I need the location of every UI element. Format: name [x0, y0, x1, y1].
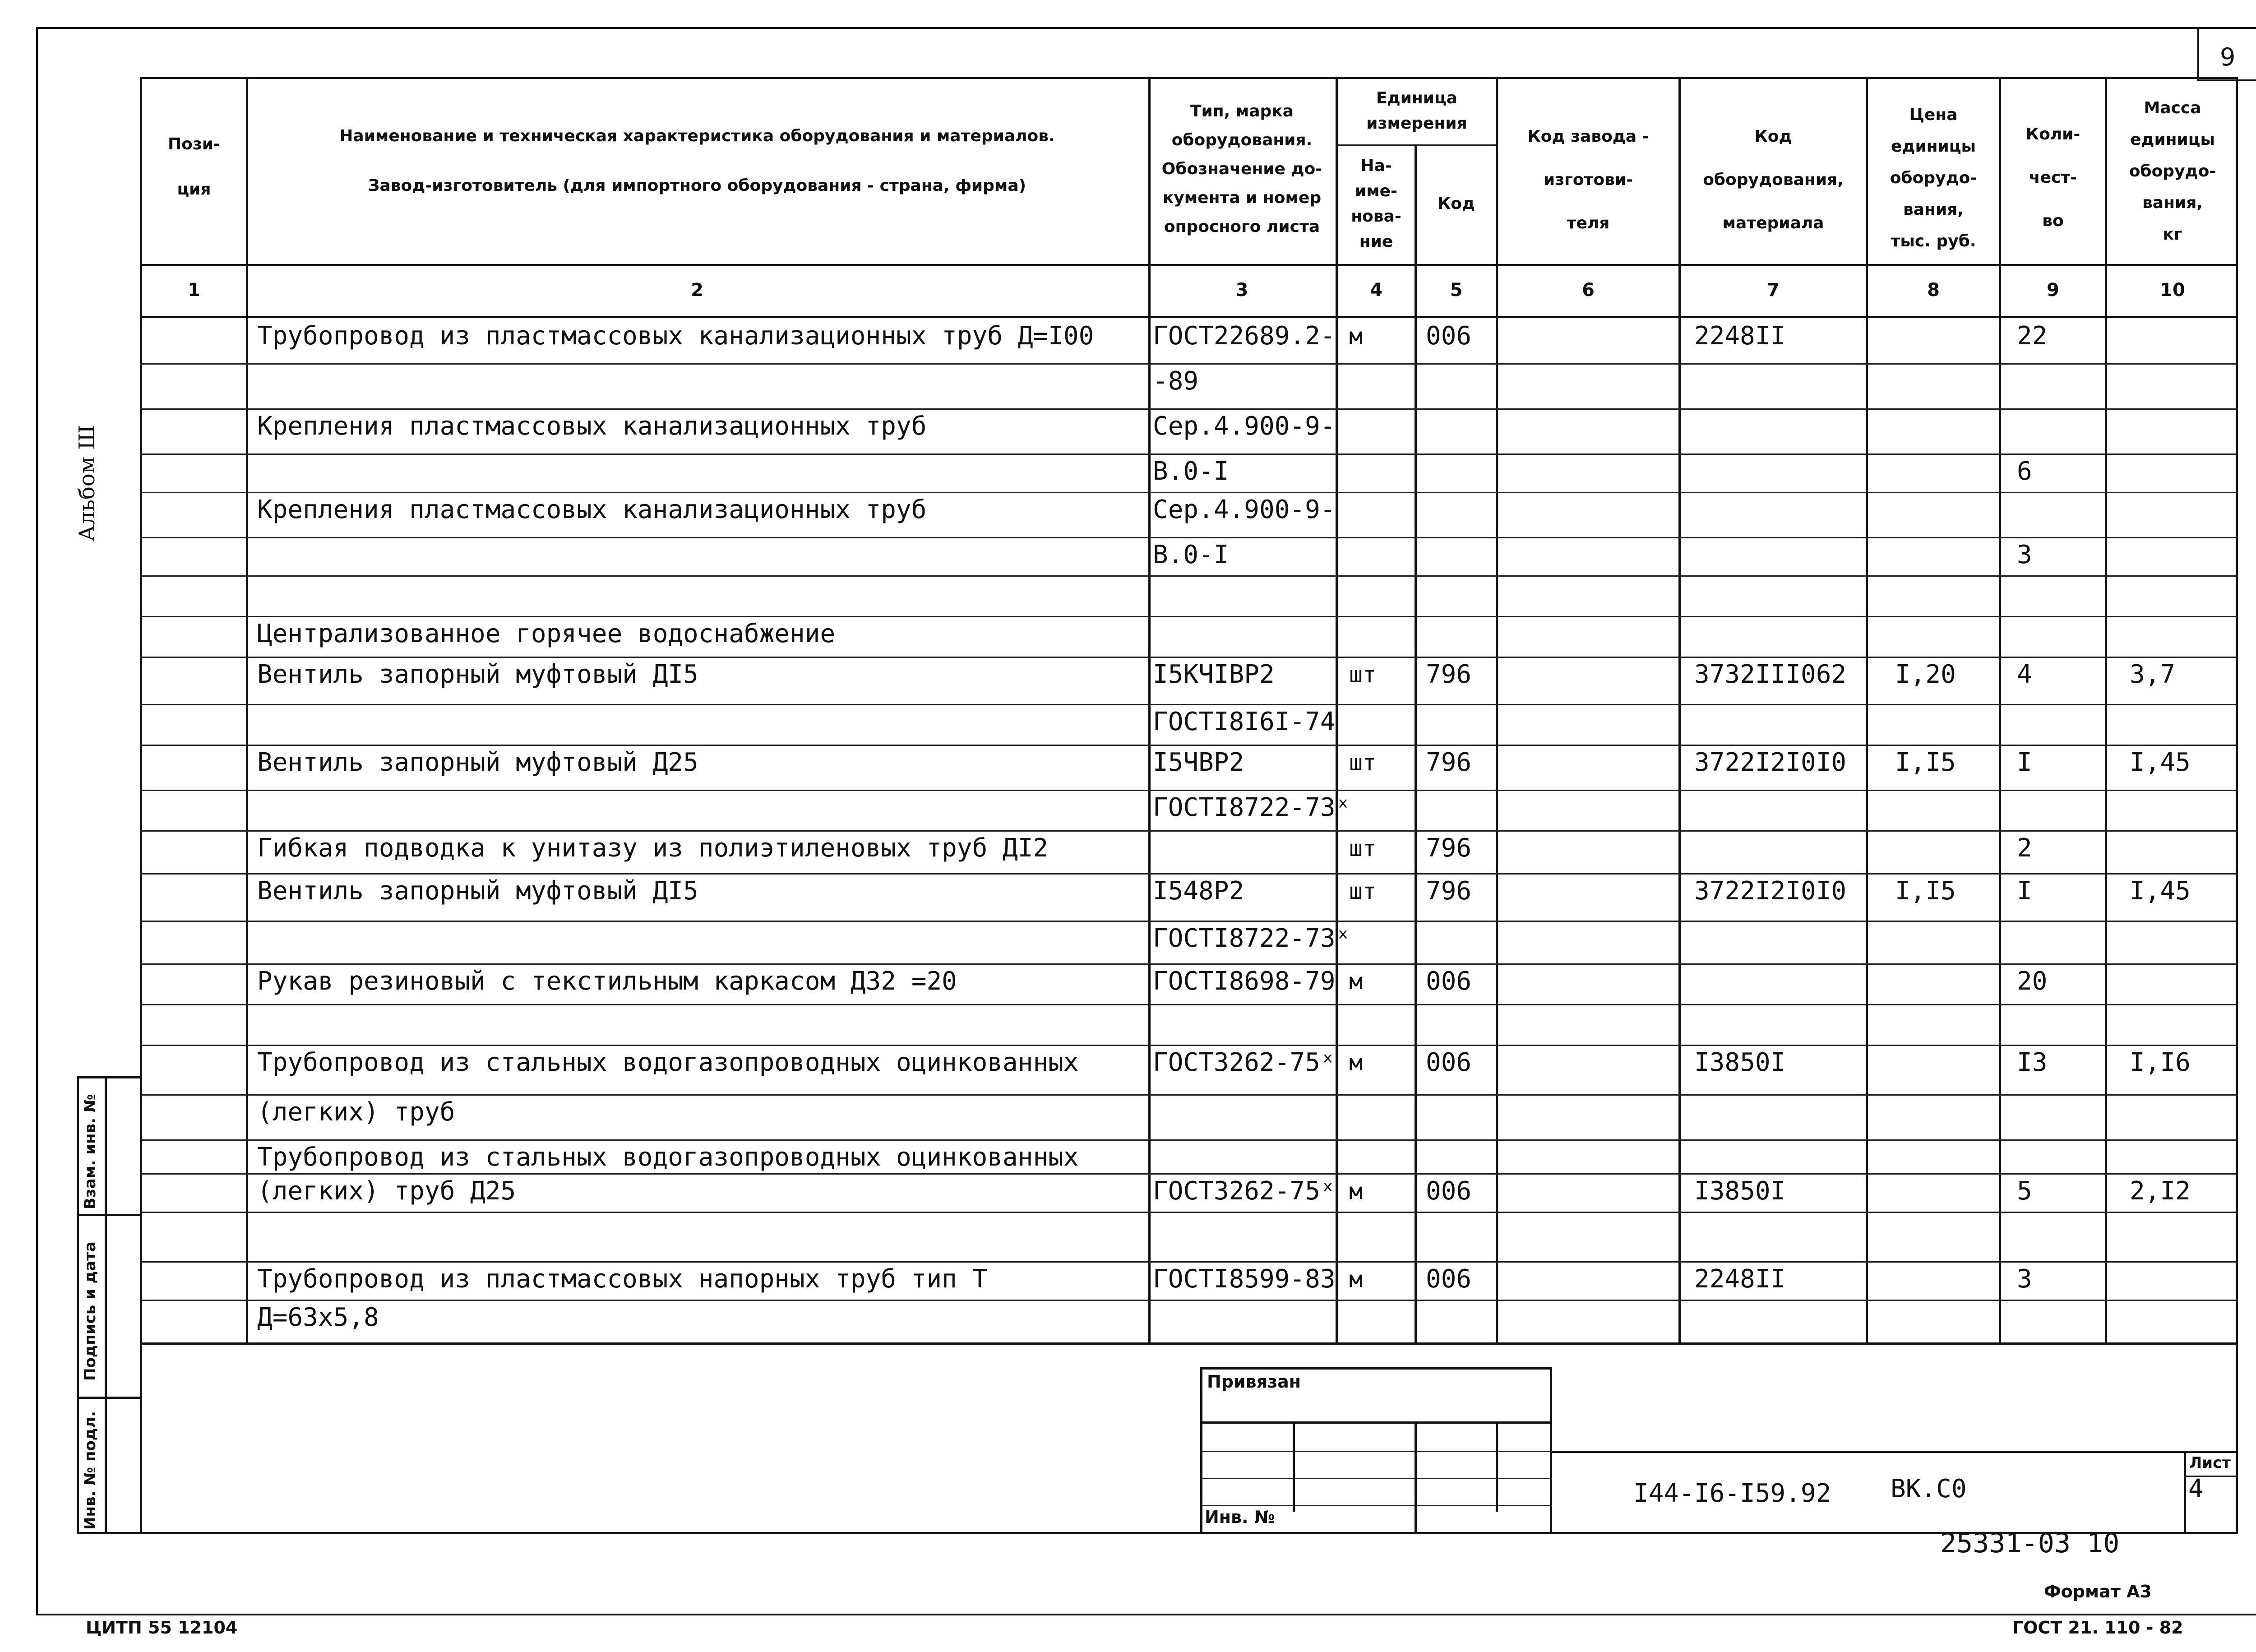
cell-name: Трубопровод из пластмассовых канализационных труб Д=I00: [257, 321, 1094, 351]
format-label: Формат А3: [2044, 1582, 2152, 1601]
header-col7: Код оборудования, материала: [1703, 127, 1844, 232]
cell-qty: 5: [2017, 1176, 2032, 1206]
cell-mass: I,45: [2130, 748, 2191, 777]
row-line: [140, 1004, 2238, 1005]
row-line: [140, 1094, 2238, 1096]
sheet-number: 9: [2220, 43, 2236, 71]
cell-mass: I,I6: [2130, 1048, 2191, 1077]
colnum-5: 5: [1450, 280, 1463, 301]
row-line: [140, 745, 2238, 746]
side-stamp-line-1: [77, 1214, 142, 1216]
row-line: [140, 1173, 2238, 1175]
cell-eq: 3722I2I0I0: [1694, 876, 1847, 906]
cell-type: I548Р2: [1153, 876, 1244, 906]
cell-name: (легких) труб Д25: [257, 1176, 516, 1206]
cell-name: Вентиль запорный муфтовый ДI5: [257, 660, 698, 689]
doc-code: I44-I6-I59.92: [1633, 1479, 1831, 1508]
cell-type: ГОСТ3262-75ˣ: [1153, 1048, 1336, 1077]
stamp-privyazan-label: Привязан: [1207, 1372, 1301, 1392]
cell-type: Сер.4.900-9-: [1153, 495, 1336, 524]
cell-name: Крепления пластмассовых канализационных труб: [257, 495, 927, 524]
cell-type: -89: [1153, 366, 1199, 396]
col-line-3: [1336, 77, 1338, 1345]
cell-price: I,20: [1895, 660, 1956, 689]
cell-price: I,I5: [1895, 748, 1956, 777]
cell-name: Централизованное горячее водоснабжение: [257, 619, 836, 648]
cell-code: 796: [1426, 748, 1472, 777]
cell-type: В.0-I: [1153, 540, 1229, 569]
cell-type: ГОСТI8722-73ˣ: [1153, 793, 1351, 822]
header-col9: Коли- чест- во: [2025, 125, 2080, 230]
cell-unit: м: [1349, 968, 1363, 995]
row-line: [140, 363, 2238, 365]
colnum-1: 1: [188, 280, 200, 301]
stamp-line-2: [1200, 1451, 1552, 1452]
cell-qty: 4: [2017, 660, 2032, 689]
row-line: [140, 921, 2238, 922]
row-line: [140, 1139, 2238, 1141]
title-block-top: [1552, 1451, 2238, 1453]
cell-type: ГОСТI8722-73ˣ: [1153, 924, 1351, 953]
header-unit-top: Единица измерения: [1366, 89, 1467, 133]
cell-qty: 3: [2017, 1264, 2032, 1294]
side-label-vzam: Взам. инв. №: [81, 1094, 99, 1209]
col-line-9: [2105, 77, 2107, 1345]
colnum-3: 3: [1235, 280, 1248, 301]
cell-code: 796: [1426, 876, 1472, 906]
footer-left: ЦИТП 55 12104: [86, 1618, 238, 1638]
cell-qty: 6: [2017, 457, 2032, 486]
cell-mass: 3,7: [2130, 660, 2176, 689]
cell-eq: 3732III062: [1694, 660, 1847, 689]
cell-qty: I: [2017, 748, 2032, 777]
cell-type: I5КЧIВР2: [1153, 660, 1275, 689]
colnum-2: 2: [691, 280, 703, 301]
row-line: [140, 1045, 2238, 1046]
cell-qty: I: [2017, 876, 2032, 906]
cell-name: Трубопровод из стальных водогазопроводных оцинкованных: [257, 1143, 1079, 1172]
cell-price: I,I5: [1895, 876, 1956, 906]
cell-name: Гибкая подводка к унитазу из полиэтиленовых труб ДI2: [257, 833, 1049, 863]
header-col6: Код завода - изготови- теля: [1527, 127, 1649, 232]
cell-qty: I3: [2017, 1048, 2048, 1077]
cell-unit: м: [1349, 1178, 1363, 1204]
cell-name: Рукав резиновый с текстильным каркасом Д32 =20: [257, 967, 957, 996]
doc-mark: ВК.С0: [1891, 1474, 1967, 1504]
stamp-line-3: [1200, 1478, 1552, 1479]
side-label-podpis: Подпись и дата: [81, 1241, 99, 1381]
cell-code: 796: [1426, 833, 1472, 863]
row-line: [140, 657, 2238, 658]
header-col5: Код: [1437, 194, 1475, 213]
row-line: [140, 408, 2238, 410]
row-line: [140, 537, 2238, 538]
row-line: [140, 616, 2238, 617]
cell-eq: I3850I: [1694, 1048, 1786, 1077]
row-line: [140, 873, 2238, 875]
stamp-line-4: [1200, 1505, 1552, 1506]
table-body-bottom: [140, 1342, 2238, 1345]
cell-eq: 2248II: [1694, 321, 1786, 351]
album-label: Альбом Ш: [74, 425, 100, 541]
stamp-line-1: [1200, 1421, 1552, 1424]
row-line: [140, 575, 2238, 577]
cell-eq: I3850I: [1694, 1176, 1786, 1206]
row-line: [140, 790, 2238, 791]
cell-qty: 20: [2017, 967, 2048, 996]
cell-unit: шт: [1349, 878, 1377, 904]
unit-sub-line: [1336, 144, 1498, 146]
row-line: [140, 963, 2238, 965]
col-line-8: [1999, 77, 2001, 1345]
footer-right: ГОСТ 21. 110 - 82: [2012, 1618, 2183, 1638]
cell-qty: 3: [2017, 540, 2032, 569]
cell-unit: шт: [1349, 835, 1377, 861]
cell-type: ГОСТ22689.2-: [1153, 321, 1336, 351]
header-col8: Цена единицы оборудо- вания, тыс. руб.: [1890, 106, 1977, 250]
row-line: [140, 492, 2238, 493]
cell-name: Трубопровод из стальных водогазопроводных оцинкованных: [257, 1048, 1079, 1077]
cell-code: 006: [1426, 1048, 1472, 1077]
header-col2-line1: Наименование и техническая характеристика оборудования и материалов.: [339, 127, 1055, 145]
cell-unit: м: [1349, 323, 1363, 349]
cell-mass: I,45: [2130, 876, 2191, 906]
side-label-inv: Инв. № подл.: [81, 1411, 99, 1530]
cell-code: 006: [1426, 1176, 1472, 1206]
row-line: [140, 830, 2238, 832]
col-line-5: [1496, 77, 1498, 1345]
cell-eq: 2248II: [1694, 1264, 1786, 1294]
col-line-1: [246, 77, 248, 1345]
list-label: Лист: [2189, 1454, 2231, 1472]
row-line: [140, 704, 2238, 705]
row-line: [140, 1212, 2238, 1213]
col-line-7: [1866, 77, 1868, 1345]
colnum-bottom-line: [140, 316, 2238, 318]
cell-type: В.0-I: [1153, 457, 1229, 486]
row-line: [140, 1300, 2238, 1301]
header-bottom-line: [140, 264, 2238, 266]
col-line-2: [1148, 77, 1151, 1345]
header-col3: Тип, марка оборудования. Обозначение до- кумента и номер опросного листа: [1161, 102, 1322, 236]
colnum-10: 10: [2160, 280, 2185, 301]
colnum-7: 7: [1767, 280, 1780, 301]
cell-type: ГОСТI8698-79: [1153, 967, 1336, 996]
cell-type: ГОСТI8I6I-74: [1153, 707, 1336, 736]
colnum-8: 8: [1927, 280, 1940, 301]
colnum-9: 9: [2047, 280, 2059, 301]
colnum-4: 4: [1370, 280, 1382, 301]
cell-type: I5ЧВР2: [1153, 748, 1244, 777]
cell-qty: 2: [2017, 833, 2032, 863]
row-line: [140, 453, 2238, 455]
cell-name: Трубопровод из пластмассовых напорных труб тип Т: [257, 1264, 988, 1294]
cell-mass: 2,I2: [2130, 1176, 2191, 1206]
stamp-vline-2: [1415, 1421, 1417, 1534]
cell-unit: шт: [1349, 662, 1377, 688]
cell-name: Крепления пластмассовых канализационных труб: [257, 412, 927, 441]
cell-unit: шт: [1349, 750, 1377, 776]
cell-code: 006: [1426, 1264, 1472, 1294]
header-col4: На- име- нова- ние: [1351, 157, 1401, 251]
stamp-vline-3: [1496, 1421, 1498, 1512]
cell-code: 796: [1426, 660, 1472, 689]
cell-code: 006: [1426, 967, 1472, 996]
row-line: [140, 1261, 2238, 1263]
cell-type: ГОСТI8599-83: [1153, 1264, 1336, 1294]
side-stamp-line-2: [77, 1397, 142, 1399]
cell-code: 006: [1426, 321, 1472, 351]
cell-unit: м: [1349, 1050, 1363, 1076]
header-col2-line2: Завод-изготовитель (для импортного оборудования - страна, фирма): [368, 176, 1026, 195]
cell-name: (легких) труб: [257, 1097, 455, 1127]
stamp-vline-1: [1293, 1421, 1295, 1512]
cell-name: Д=63х5,8: [257, 1303, 379, 1332]
cell-name: Вентиль запорный муфтовый Д25: [257, 748, 698, 777]
handwritten-number: 25331-03 10: [1940, 1527, 2120, 1559]
cell-type: Сер.4.900-9-: [1153, 412, 1336, 441]
header-col1: Пози- ция: [168, 135, 220, 199]
colnum-6: 6: [1582, 280, 1595, 301]
cell-eq: 3722I2I0I0: [1694, 748, 1847, 777]
cell-unit: м: [1349, 1266, 1363, 1292]
side-stamp-divider: [105, 1076, 107, 1534]
cell-qty: 22: [2017, 321, 2048, 351]
cell-type: ГОСТ3262-75ˣ: [1153, 1176, 1336, 1206]
stamp-inv-label: Инв. №: [1205, 1507, 1275, 1527]
header-col10: Масса единицы оборудо- вания, кг: [2129, 99, 2216, 244]
list-value: 4: [2188, 1474, 2204, 1504]
col-line-6: [1678, 77, 1681, 1345]
cell-name: Вентиль запорный муфтовый ДI5: [257, 876, 698, 906]
